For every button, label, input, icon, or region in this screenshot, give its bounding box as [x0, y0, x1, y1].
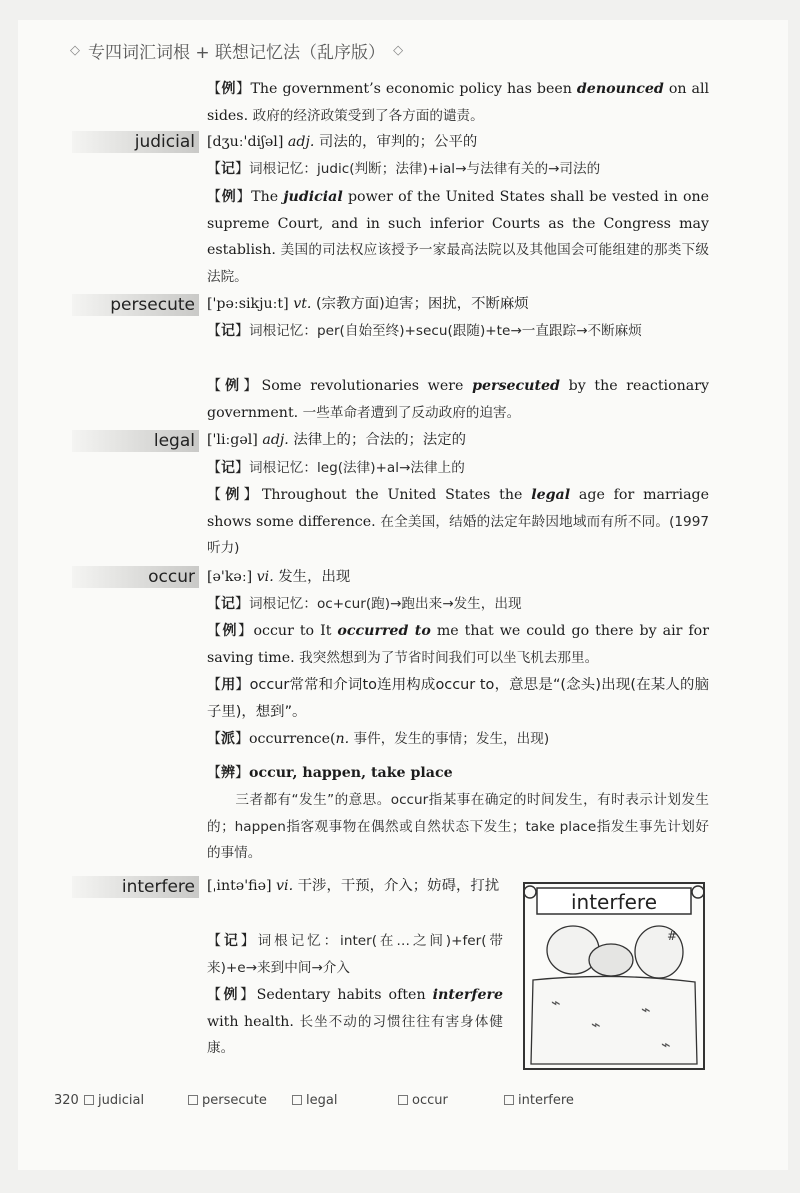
example-tag: 【例】 — [207, 378, 262, 394]
phonetic: ['liːgəl] — [207, 432, 258, 448]
occur-distinction-title: 【辨】occur, happen, take place — [207, 765, 453, 781]
occur-memo: 【记】词根记忆：oc+cur(跑)→跑出来→发生，出现 — [207, 596, 522, 612]
memo-tag: 【记】 — [207, 933, 258, 949]
footer-item: judicial — [84, 1093, 98, 1108]
legal-memo: 【记】词根记忆：leg(法律)+al→法律上的 — [207, 460, 465, 476]
judicial-memo: 【记】词根记忆：judic(判断；法律)+ial→与法律有关的→司法的 — [207, 161, 601, 177]
diamond-icon: ◇ — [393, 43, 404, 58]
phonetic: [ə'kəː] — [207, 569, 253, 585]
headword-judicial: judicial — [72, 131, 199, 153]
blanket — [531, 976, 697, 1064]
occur-distinction-body: 三者都有“发生”的意思。occur指某事在确定的时间发生，有时表示计划发生的；happen指客观事物在偶然或自然状态下发生；take place指发生事先计划好的事情。 — [207, 792, 709, 861]
example-tag: 【例】 — [207, 623, 254, 639]
dog-head — [589, 944, 633, 976]
bone-icon: ⌁ — [661, 1035, 671, 1054]
judicial-definition: [dʒuː'diʃəl] adj. 司法的，审判的；公平的 — [207, 134, 478, 150]
anger-mark: # — [667, 929, 678, 943]
diamond-icon: ◇ — [70, 43, 80, 58]
checkbox-icon — [504, 1095, 514, 1105]
interfere-illustration — [521, 880, 707, 1072]
interfere-memo: 【记】词根记忆：inter(在…之间)+fer(带来)+e→来到中间→介入 — [207, 933, 504, 976]
headword-persecute: persecute — [72, 294, 199, 316]
persecute-example: 【例】Some revolutionaries were persecuted by the reactionary government. 一些革命者遭到了反动政府的迫害。 — [207, 378, 710, 421]
occur-usage: 【用】occur常常和介词to连用构成occur to，意思是“(念头)出现(在某人的脑子里)，想到”。 — [207, 677, 709, 720]
checkbox-icon — [84, 1095, 94, 1105]
bone-icon: ⌁ — [551, 993, 561, 1012]
footer-item: persecute — [188, 1093, 202, 1108]
running-header — [70, 38, 403, 63]
phonetic: ['pəːsikjuːt] — [207, 296, 289, 312]
bone-icon: ⌁ — [591, 1015, 601, 1034]
derivative-tag: 【派】 — [207, 731, 249, 747]
header-title: 专四词汇词根 + 联想记忆法（乱序版） — [88, 43, 386, 63]
page-number: 320 — [54, 1093, 79, 1108]
footer-item: interfere — [504, 1093, 518, 1108]
denounce-example: 【例】The government’s economic policy has been denounced on all sides. 政府的经济政策受到了各方面的谴责。 — [207, 81, 710, 124]
interfere-definition: [ˌintə'fiə] vi. 干涉，干预，介入；妨碍，打扰 — [207, 878, 500, 894]
memo-tag: 【记】 — [207, 161, 249, 177]
headword-interfere: interfere — [72, 876, 199, 898]
usage-tag: 【用】 — [207, 677, 250, 693]
illustration-label: interfere — [570, 890, 658, 914]
legal-definition: ['liːgəl] adj. 法律上的；合法的；法定的 — [207, 432, 467, 448]
judicial-example: 【例】The judicial power of the United States shall be vested in one supreme Court, and in such inferior Courts as the Congress may establish. 美国的司法权应该授予一家最高法院以及其他国会可能组建的那类下级法院。 — [207, 189, 710, 285]
interfere-example: 【例】Sedentary habits often interfere with health. 长坐不动的习惯往往有害身体健康。 — [207, 987, 504, 1056]
persecute-memo: 【记】词根记忆：per(自始至终)+secu(跟随)+te→一直跟踪→不断麻烦 — [207, 323, 642, 339]
persecute-definition: ['pəːsikjuːt] vt. (宗教方面)迫害；困扰，不断麻烦 — [207, 296, 529, 312]
footer-item: occur — [398, 1093, 412, 1108]
occur-derivative: 【派】occurrence(n. 事件，发生的事情；发生，出现) — [207, 731, 550, 747]
occur-example: 【例】occur to It occurred to me that we could go there by air for saving time. 我突然想到为了节省时间我们可以坐飞机去那里。 — [207, 623, 709, 666]
distinction-tag: 【辨】 — [207, 765, 249, 781]
phonetic: [ˌintə'fiə] — [207, 878, 272, 894]
example-tag: 【例】 — [207, 487, 262, 503]
keyword: judicial — [283, 189, 343, 205]
checkbox-icon — [188, 1095, 198, 1105]
keyword: occurred to — [337, 623, 431, 639]
example-tag: 【例】 — [207, 987, 257, 1003]
checkbox-icon — [292, 1095, 302, 1105]
legal-example: 【例】Throughout the United States the legal age for marriage shows some difference. 在全美国，结婚的法定年龄因地域而有所不同。(1997听力) — [207, 487, 710, 556]
headword-legal: legal — [72, 430, 199, 452]
bone-icon: ⌁ — [641, 1000, 651, 1019]
occur-definition: [ə'kəː] vi. 发生，出现 — [207, 569, 351, 585]
keyword: legal — [531, 487, 571, 503]
checkbox-icon — [398, 1095, 408, 1105]
example-tag: 【例】 — [207, 81, 251, 97]
footer-item: legal — [292, 1093, 306, 1108]
headword-occur: occur — [72, 566, 199, 588]
phonetic: [dʒuː'diʃəl] — [207, 134, 284, 150]
memo-tag: 【记】 — [207, 323, 249, 339]
keyword: denounced — [576, 81, 664, 97]
example-tag: 【例】 — [207, 189, 252, 205]
keyword: persecuted — [472, 378, 560, 394]
keyword: interfere — [432, 987, 504, 1003]
memo-tag: 【记】 — [207, 596, 249, 612]
memo-tag: 【记】 — [207, 460, 249, 476]
